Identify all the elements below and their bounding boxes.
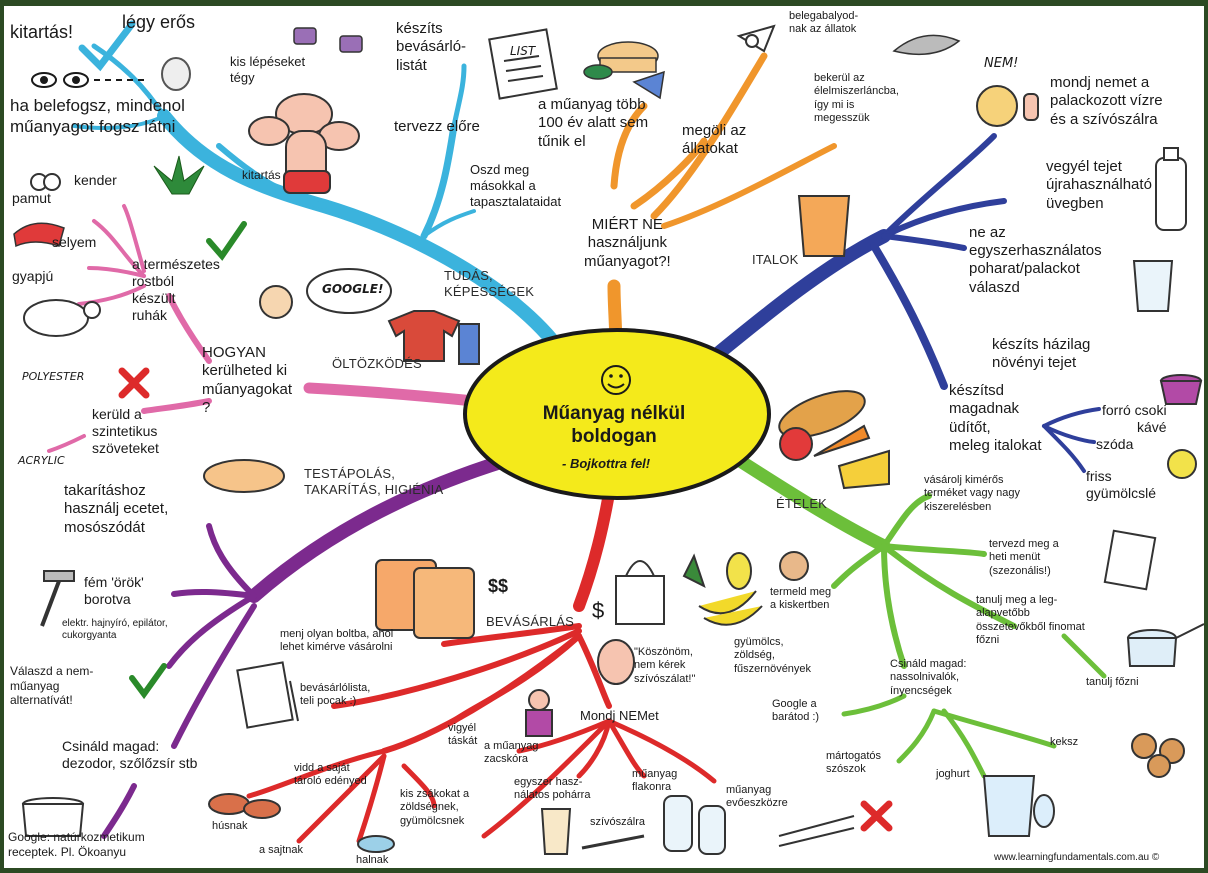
diy-snacks-label: Csináld magad: nassolnivalók, ínyencségek — [890, 658, 967, 697]
plant-milk-label: készíts házilag növényi tejet — [992, 336, 1091, 372]
google-cosmetics-label: Google: natúrkozmetikum receptek. Pl. Ökoanyu — [8, 830, 145, 859]
choose-alt-label: Válaszd a nem- műanyag alternatívát! — [10, 664, 94, 708]
bulk-label: vásárolj kimérős terméket vagy nagy kiszerelésben — [924, 474, 1020, 513]
meat-icon — [209, 794, 280, 818]
plastic-cup-icon — [542, 809, 570, 854]
shopper-icon — [526, 690, 552, 736]
deodorant-label: Csináld magad: dezodor, szőlőzsír stb — [62, 738, 198, 772]
martogatos-label: mártogatós szószok — [826, 750, 882, 776]
hot-choc-label: forró csoki kávé — [1102, 402, 1167, 436]
say-no-shopping-label: Mondj NEMet — [580, 708, 659, 723]
why-label: MIÉRT NE használjunk műanyagot?! — [584, 216, 671, 270]
bags-label: a műanyag zacskóra — [484, 740, 539, 766]
google-bubble-text: GOOGLE! — [322, 282, 384, 296]
food-chain-label: bekerül az élelmiszerláncba, így mi is megesszük — [814, 72, 899, 125]
learn-cook-label: tanulj főzni — [1086, 676, 1139, 688]
if-you-start-label: ha belefogsz, mindenol műanyagot fogsz látni — [10, 96, 185, 136]
cooking-pot-icon — [1128, 624, 1204, 666]
silk-label: selyem — [52, 234, 97, 250]
yoghurt-icon — [984, 776, 1054, 836]
glass-icon — [799, 196, 849, 256]
vinegar-label: takarításhoz használj ecetet, mosószódát — [64, 482, 169, 536]
bags-icon — [376, 560, 474, 638]
polyester-label: POLYESTER — [22, 370, 85, 383]
make-list-label: készíts bevásárló- listát — [396, 20, 467, 74]
seal-icon — [894, 35, 959, 54]
straw-icon — [582, 836, 644, 848]
eyes-icon — [32, 73, 88, 87]
lasts-label: a műanyag több 100 év alatt sem tűnik el — [538, 96, 649, 150]
how-label: HOGYAN kerülheted ki műanyagokat ? — [202, 344, 293, 416]
bottles-label: műanyag flakonra — [632, 768, 678, 794]
cheese-label: a sajtnak — [259, 844, 304, 856]
footer-credit: www.learningfundamentals.com.au © — [994, 852, 1160, 863]
plastic-items-icon — [584, 42, 664, 98]
bird-icon — [739, 26, 774, 51]
list-note: LIST — [510, 44, 536, 58]
cotton-label: pamut — [12, 190, 51, 206]
razor-label: fém 'örök' borotva — [84, 574, 144, 608]
checkmark-icon — [132, 666, 164, 694]
bring-bag-label: vigyél táskát — [448, 722, 478, 748]
branch-label-clothing: ÖLTÖZKÖDÉS — [332, 356, 422, 371]
cups-label: egyszer hasz- nálatos pohárra — [514, 776, 591, 802]
google-friend-label: Google a barátod :) — [772, 698, 820, 724]
thanks-label: "Köszönöm, nem kérek szívószálat!" — [634, 646, 696, 685]
menu-paper-icon — [1105, 531, 1155, 590]
person-icon — [260, 286, 292, 318]
list-paper-icon — [489, 29, 557, 98]
lotion-hands-icon — [204, 460, 284, 492]
weekly-menu-label: tervezd meg a heti menüt (szezonális!) — [989, 538, 1059, 577]
yoghurt-label: joghurt — [936, 768, 970, 780]
kills-label: megöli az állatokat — [682, 122, 747, 158]
bulk-store-label: menj olyan boltba, ahol lehet kimérve vásárolni — [280, 628, 394, 654]
glass-icon — [1134, 261, 1172, 311]
cutlery-label: műanyag evőeszközre — [726, 784, 788, 810]
learn-basics-label: tanulj meg a leg- alapvetőbb összetevőkből finomat főzni — [976, 594, 1085, 647]
cookie-label: keksz — [1050, 736, 1079, 748]
checkmark-icon — [209, 224, 244, 256]
branch-label-shopping: BEVÁSÁRLÁS — [486, 614, 574, 629]
refusing-face-icon — [977, 86, 1038, 126]
be-strong-label: légy erős — [122, 12, 196, 32]
plastic-bag-icon — [162, 58, 190, 90]
fish-icon — [358, 836, 394, 852]
food-bread-icon — [774, 382, 889, 488]
wool-label: gyapjú — [12, 268, 54, 284]
cotton-icon — [31, 174, 60, 190]
branch-label-hygiene: TESTÁPOLÁS, TAKARÍTÁS, HIGIÉNIA — [304, 466, 444, 497]
face-icon — [598, 640, 634, 684]
fish-label: halnak — [356, 854, 389, 866]
nem-label: NEM! — [984, 56, 1019, 71]
not-the-label: ne az — [969, 224, 1006, 241]
entangle-label: belegabalyod- nak az állatok — [789, 10, 859, 36]
juice-label: friss gyümölcslé — [1086, 468, 1157, 502]
persistence-label: kitartás! — [10, 22, 74, 42]
cutlery-icon — [779, 816, 854, 846]
share-label: Oszd meg másokkal a tapasztalataidat — [470, 162, 562, 209]
cookies-icon — [1132, 734, 1184, 777]
single-use-label: egyszerhasználatos poharat/palackot válaszd — [969, 242, 1102, 296]
branch-label-skills: TUDÁS, KÉPESSÉGEK — [444, 268, 535, 299]
branch-label-drinks: ITALOK — [752, 252, 799, 267]
natural-label: a természetes rostból készült ruhák — [132, 256, 220, 324]
hemp-label: kender — [74, 172, 117, 188]
avoid-label: kerüld a szintetikus szöveteket — [92, 406, 159, 457]
dollar-sign-icon: $ — [592, 598, 605, 623]
own-drinks-label: készítsd magadnak üdítőt, meleg italokat — [949, 382, 1042, 454]
say-no-label: mondj nemet a palackozott vízre és a szívószálra — [1050, 74, 1163, 128]
persistence2-label: kitartás — [242, 168, 281, 182]
milk-bottle-icon — [1156, 148, 1186, 230]
center-title: Műanyag nélkül boldogan — [542, 403, 686, 448]
hot-cup-icon — [1161, 375, 1201, 404]
dollars-label: $$ — [488, 576, 509, 596]
meat-label: húsnak — [212, 820, 248, 832]
small-steps-label: kis lépéseket tégy — [230, 54, 306, 85]
soda-label: szóda — [1096, 436, 1134, 452]
branch-label-food: ÉTELEK — [776, 496, 828, 511]
list-pocket-label: bevásárlólista, teli pocak :) — [300, 682, 371, 708]
hemp-leaf-icon — [154, 156, 204, 194]
fruits-label: gyümölcs, zöldség, fűszernövények — [734, 636, 812, 675]
lemon-icon — [1168, 450, 1196, 478]
sheep-icon — [24, 300, 100, 336]
grow-label: termeld meg a kiskertben — [770, 586, 832, 612]
acrylic-label: ACRYLIC — [18, 454, 65, 467]
small-bags-label: kis zsákokat a zöldségnek, gyümölcsnek — [400, 788, 470, 827]
mind-map-canvas — [4, 6, 1204, 868]
plastic-bottles-icon — [664, 796, 725, 854]
center-subtitle: - Bojkottra fel! — [562, 456, 651, 471]
footsteps-icon — [294, 28, 362, 52]
straw-label: szívószálra — [590, 816, 646, 828]
electric-label: elektr. hajnyíró, epilátor, cukorgyanta — [62, 618, 168, 642]
own-container-label: vidd a saját tároló edényed — [294, 762, 367, 788]
shopping-list-icon — [237, 662, 298, 727]
milk-glass-label: vegyél tejet újrahasználható üvegben — [1046, 158, 1152, 212]
tote-bag-icon — [616, 561, 664, 624]
plan-ahead-label: tervezz előre — [394, 118, 480, 135]
